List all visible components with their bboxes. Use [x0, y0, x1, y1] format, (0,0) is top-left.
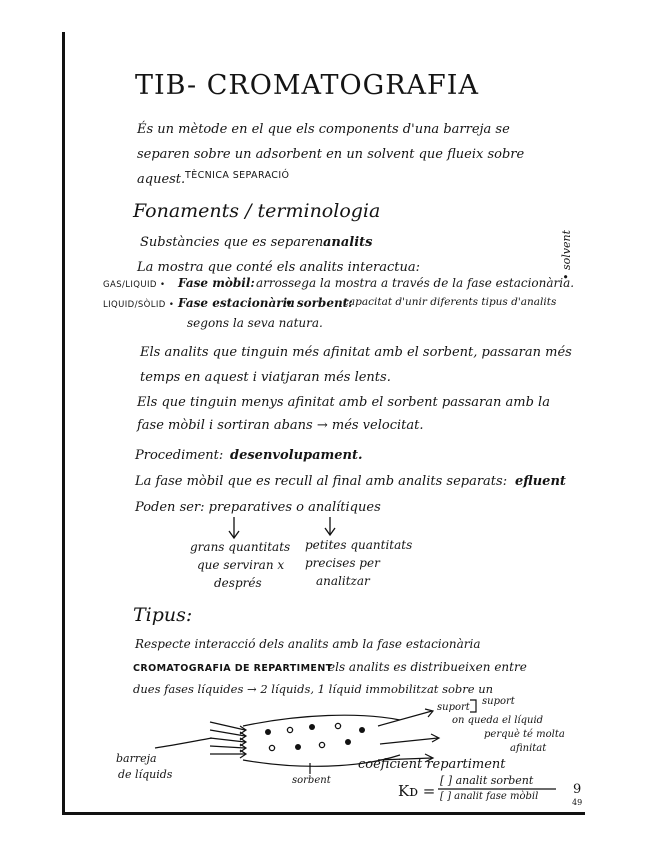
fase-est-label: Fase estacionària: [178, 296, 295, 310]
page-title: TIB- CROMATOGRAFIA: [135, 70, 479, 101]
afinitat-line-4: fase mòbil i sortiran abans → més velocitat.: [137, 418, 424, 433]
kd-label: Kᴅ =: [398, 782, 436, 800]
queda-line-1: on queda el líquid: [452, 715, 544, 726]
fon-analits: analits: [323, 235, 373, 250]
section-tipus: Tipus:: [133, 604, 193, 626]
intro-line-1: És un mètode en el que els components d'una barreja se: [137, 122, 510, 137]
barreja-line-2: de líquids: [118, 768, 173, 781]
page-number-small: 49: [572, 798, 583, 807]
repartiment-text: els analits es distribueixen entre: [328, 660, 527, 674]
queda-line-2: perquè té molta: [484, 729, 565, 740]
efluent-label: efluent: [515, 474, 566, 489]
procediment-line-1: La fase mòbil que es recull al final amb analits separats:: [135, 474, 508, 489]
tipus-line-1: Respecte interacció dels analits amb la fase estacionària: [135, 637, 481, 651]
procediment-value: desenvolupament.: [230, 448, 363, 463]
repartiment-caps: CROMATOGRAFIA DE REPARTIMENT: [133, 663, 333, 674]
intro-line-3: aquest.: [137, 172, 186, 187]
gas-label: GAS/LIQUID •: [103, 280, 166, 290]
kd-denominator: [ ] analit fase mòbil: [440, 791, 539, 802]
kd-numerator: [ ] analit sorbent: [440, 774, 534, 787]
tipus-line-2: dues fases líquides → 2 líquids, 1 líquid immobilitzat sobre un: [133, 682, 494, 696]
intro-line-2: separen sobre un adsorbent en un solvent que flueix sobre: [137, 147, 525, 162]
intro-caps: TÈCNICA SEPARACIÓ: [185, 170, 290, 181]
afinitat-line-1: Els analits que tinguin més afinitat amb el sorbent, passaran més: [140, 345, 572, 360]
prep-line-3: després: [214, 576, 262, 590]
afinitat-line-2: temps en aquest i viatjaran més lents.: [140, 370, 391, 385]
queda-line-3: afinitat: [510, 743, 547, 754]
afinitat-line-3: Els que tinguin menys afinitat amb el sorbent passaran amb la: [137, 395, 550, 410]
fase-est-text-2: segons la seva natura.: [187, 316, 323, 330]
fase-mobil-text: arrossega la mostra a través de la fase estacionària.: [256, 276, 575, 290]
suport-label-2: suport: [482, 696, 515, 707]
side-note-solvent: • solvent: [560, 230, 573, 280]
fon-substancies: Substàncies que es separen:: [140, 235, 328, 250]
section-fonaments: Fonaments / terminologia: [133, 200, 381, 222]
anal-line-2: precises per: [305, 556, 380, 570]
fase-mobil-label: Fase mòbil:: [178, 276, 255, 290]
fase-est-text: capacitat d'unir diferents tipus d'analits: [343, 296, 557, 308]
solid-label: LIQUID/SÒLID •: [103, 300, 175, 310]
page-number: 9: [573, 782, 582, 797]
procediment-label: Procediment:: [135, 448, 224, 463]
sorbent-label-diagram: sorbent: [292, 775, 331, 786]
sorbent-label: • sorbent:: [285, 296, 353, 310]
barreja-line-1: barreja: [116, 752, 157, 765]
prep-line-2: que serviran x: [197, 558, 285, 572]
coeficient-label: coeficient repartiment: [358, 757, 506, 772]
anal-line-1: petites quantitats: [305, 538, 413, 552]
prep-line-1: grans quantitats: [190, 540, 291, 554]
suport-label-1: suport: [437, 702, 470, 713]
procediment-line-2: Poden ser: preparatives o analítiques: [135, 500, 381, 515]
fon-mostra: La mostra que conté els analits interactua:: [137, 260, 421, 275]
anal-line-3: analitzar: [316, 574, 370, 588]
